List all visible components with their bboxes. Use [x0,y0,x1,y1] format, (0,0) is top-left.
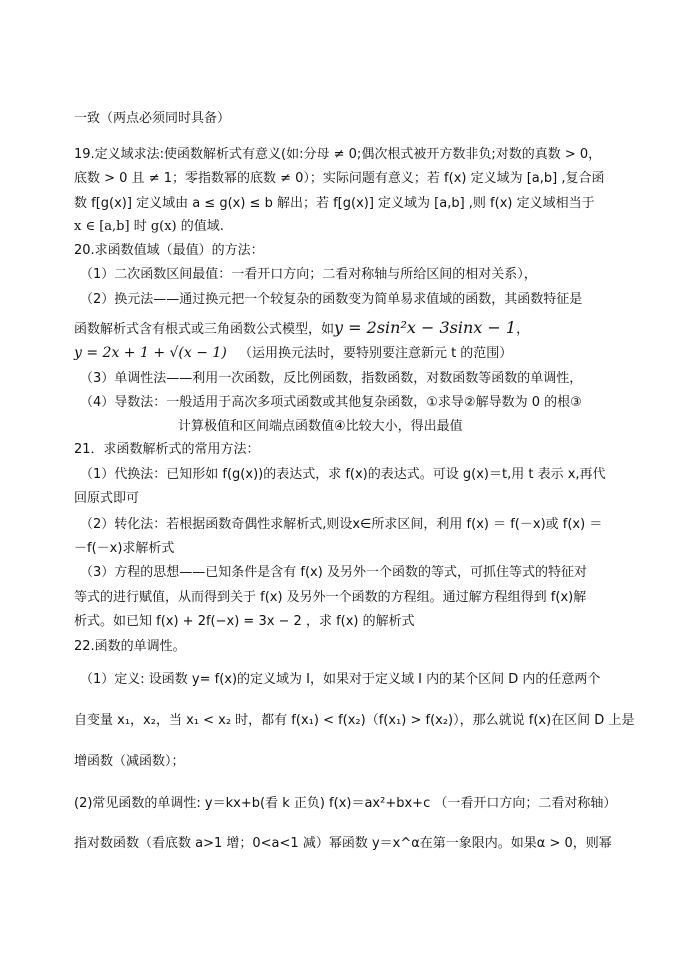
section-19-line-3: 数 f[g(x)] 定义域由 a ≤ g(x) ≤ b 解出；若 f[g(x)] 定义域为 [a,b] ,则 f(x) 定义域相当于 [74,196,595,211]
section-19-line-2: 底数 > 0 且 ≠ 1；零指数幂的底数 ≠ 0）；实际问题有意义；若 f(x) 定义域为 [a,b] ,复合函 [74,171,605,186]
section-20-item-3: （3）单调性法——利用一次函数，反比例函数，指数函数，对数函数等函数的单调性， [80,371,583,386]
section-20-item-2-cont [74,319,529,338]
section-20-item-4: （4）导数法：一般适用于高次多项式函数或其他复杂函数，①求导②解导数为 0 的根③ [80,395,582,410]
text-span: ， [516,322,530,337]
section-22-heading: 22.函数的单调性。 [74,639,186,654]
text-span: 函数解析式含有根式或三角函数公式模型，如 [74,322,335,337]
text-span: （运用换元法时，要特别要注意新元 t 的范围） [238,346,513,361]
section-22-item-2-cont: 指对数函数（看底数 a>1 增；0<a<1 减）幂函数 y＝x^α在第一象限内。如果α > 0，则幂 [74,836,612,851]
section-21-item-2-cont: －f(－x)求解析式 [74,541,175,556]
section-21-item-3-cont: 等式的进行赋值，从而得到关于 f(x) 及另外一个函数的方程组。通过解方程组得到 f(x)解 [74,590,587,605]
formula-trig: y = 2sin²x − 3sinx − 1 [334,318,517,337]
section-21-item-1: （1）代换法：已知形如 f(g(x))的表达式，求 f(x)的表达式。可设 g(x)＝t,用 t 表示 x,再代 [80,467,606,482]
section-19-line-1: 19.定义域求法:使函数解析式有意义(如:分母 ≠ 0;偶次根式被开方数非负;对数的真数 > 0， [74,147,602,162]
section-20-item-4-cont: 计算极值和区间端点函数值④比较大小，得出最值 [178,419,463,434]
section-21-heading: 21．求函数解析式的常用方法： [74,442,260,457]
section-22-item-1-cont2: 增函数（减函数）； [74,754,185,769]
section-21-item-3-cont2: 析式。如已知 f(x) + 2f(−x) = 3x − 2 ，求 f(x) 的解析式 [74,614,415,629]
formula-sqrt: y = 2x + 1 + √(x − 1) [74,345,227,361]
section-20-heading: 20.求函数值域（最值）的方法： [74,243,264,258]
section-22-item-1: （1）定义: 设函数 y= f(x)的定义域为 I，如果对于定义域 I 内的某个区间 D 内的任意两个 [80,672,601,687]
section-20-item-2-cont2 [74,345,512,362]
section-20-item-2: （2）换元法——通过换元把一个较复杂的函数变为简单易求值域的函数，其函数特征是 [80,292,583,307]
section-22-item-2: (2)常见函数的单调性: y＝kx+b(看 k 正负) f(x)＝ax²+bx+c （一看开口方向；二看对称轴） [74,796,617,811]
text-line: 一致（两点必须同时具备） [74,111,231,126]
section-21-item-3: （3）方程的思想——已知条件是含有 f(x) 及另外一个函数的等式，可抓住等式的特征对 [80,565,587,580]
section-21-item-2: （2）转化法：若根据函数奇偶性求解析式,则设x∈所求区间，利用 f(x) ＝ f(－x)或 f(x) ＝ [80,517,603,532]
section-19-line-4: x ∈ [a,b] 时 g(x) 的值域. [74,219,224,234]
section-20-item-1: （1）二次函数区间最值：一看开口方向；二看对称轴与所给区间的相对关系）， [80,267,537,282]
section-22-item-1-cont: 自变量 x₁，x₂，当 x₁ < x₂ 时，都有 f(x₁) < f(x₂)（f(x₁) > f(x₂)），那么就说 f(x)在区间 D 上是 [74,713,635,728]
section-21-item-1-cont: 回原式即可 [74,491,140,506]
